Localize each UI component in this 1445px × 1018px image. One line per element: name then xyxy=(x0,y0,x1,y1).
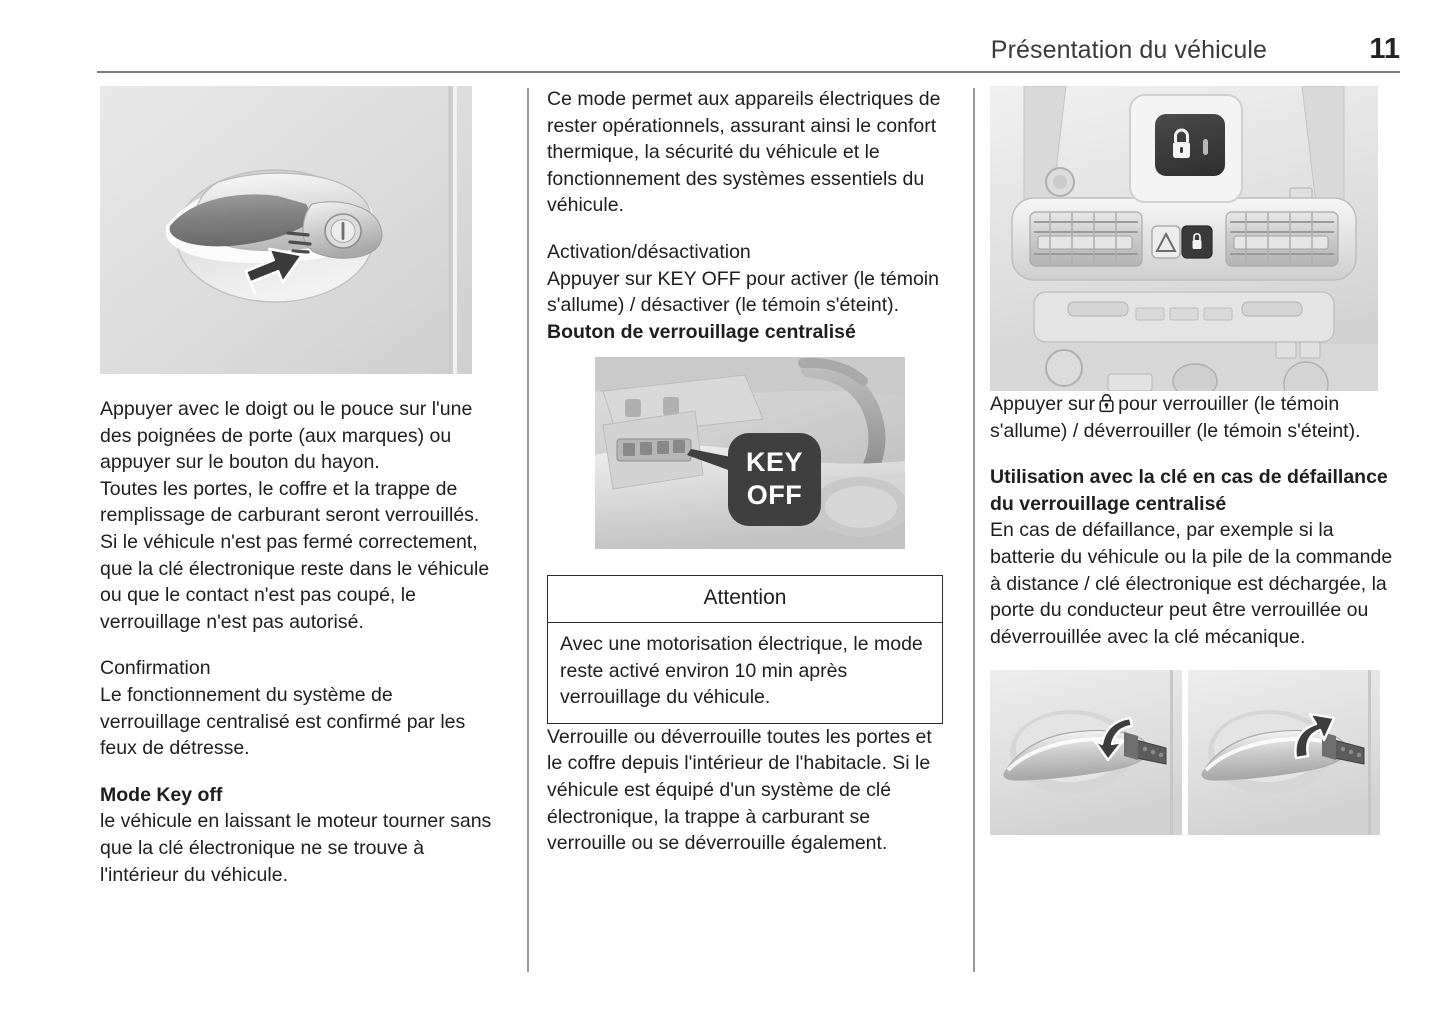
col2-heading-activation: Activation/désactivation xyxy=(547,240,751,263)
column-divider-right xyxy=(973,88,975,972)
col2-paragraph-1: Ce mode permet aux appareils électriques de rester opérationnels, assurant ainsi le confort thermique, la sécurité du véhicule et le fonctionnement des systèmes essentiels du véhicule. xyxy=(547,88,941,217)
col3-paragraph-1-after: pour verrouiller (le témoin s'allume) / déverrouiller (le témoin s'éteint). xyxy=(990,393,1361,442)
lock-icon xyxy=(1098,394,1115,413)
col1-paragraph-4: Le fonctionnement du système de verrouillage centralisé est confirmé par les feux de détresse. xyxy=(100,683,466,760)
center-console-photo xyxy=(990,86,1378,391)
col2-heading-bouton: Bouton de verrouillage centralisé xyxy=(547,320,856,343)
col1-paragraph-3: Si le véhicule n'est pas fermé correctement, que la clé électronique reste dans le véhicule ou que le contact n'est pas coupé, le verrouillage n'est pas autorisé. xyxy=(100,530,490,633)
col3-paragraph-2: En cas de défaillance, par exemple si la batterie du véhicule ou la pile de la commande à distance / clé électronique est déchargée, la porte du conducteur peut être verrouillée ou déverrouillée avec la clé mécanique. xyxy=(990,519,1393,648)
key-handle-pair xyxy=(990,670,1380,835)
column-divider-left xyxy=(527,88,529,972)
col1-paragraph-5: le véhicule en laissant le moteur tourner sans que la clé électronique ne se trouve à l'intérieur du véhicule. xyxy=(100,810,492,886)
indicator-bar xyxy=(1203,139,1208,155)
lock-button-callout-bubble xyxy=(1129,94,1243,203)
callout-lock-button xyxy=(1155,114,1225,176)
column-one xyxy=(100,86,498,888)
column-two xyxy=(547,86,947,857)
attention-title: Attention xyxy=(548,576,942,623)
handle-unlock-view xyxy=(1188,670,1380,835)
attention-box xyxy=(547,575,943,723)
mechanical-key-handles-illustration xyxy=(990,670,1380,835)
column-three xyxy=(990,86,1394,835)
col1-heading-confirmation: Confirmation xyxy=(100,657,211,680)
key-off-badge-line-1: KEY xyxy=(745,447,804,478)
col3-paragraph-1-before: Appuyer sur xyxy=(990,393,1096,415)
lock-icon xyxy=(1155,114,1225,176)
header-rule xyxy=(97,71,1400,73)
col3-heading-utilisation: Utilisation avec la clé en cas de défaillance du verrouillage centralisé xyxy=(990,466,1388,515)
attention-body: Avec une motorisation électrique, le mode reste activé environ 10 min après verrouillage du véhicule. xyxy=(560,632,923,709)
key-off-switch-photo xyxy=(595,357,905,549)
col1-paragraph-2: Toutes les portes, le coffre et la trappe de remplissage de carburant seront verrouillés. xyxy=(100,477,480,527)
page-number: 11 xyxy=(1369,33,1400,65)
col2-paragraph-2: Appuyer sur KEY OFF pour activer (le témoin s'allume) / désactiver (le témoin s'éteint). xyxy=(547,267,939,317)
col3-paragraph-1 xyxy=(990,391,1394,444)
page-title: Présentation du véhicule xyxy=(990,36,1267,64)
key-off-badge xyxy=(728,433,821,526)
door-handle-illustration xyxy=(100,86,472,374)
col1-paragraph-1: Appuyer avec le doigt ou le pouce sur l'une des poignées de porte (aux marques) ou appuyer sur le bouton du hayon. xyxy=(100,398,473,474)
col2-paragraph-3: Verrouille ou déverrouille toutes les portes et le coffre depuis l'intérieur de l'habitacle. Si le véhicule est équipé d'un système de clé électronique, la trappe à carburant se verrouille ou se déverrouille également. xyxy=(547,725,932,855)
handle-lock-view xyxy=(990,670,1182,835)
hazard-button xyxy=(1152,226,1180,258)
door-handle-photo xyxy=(100,86,472,374)
page-header xyxy=(97,33,1400,70)
col1-heading-mode-key-off: Mode Key off xyxy=(100,783,223,806)
key-off-badge-line-2: OFF xyxy=(746,480,803,511)
